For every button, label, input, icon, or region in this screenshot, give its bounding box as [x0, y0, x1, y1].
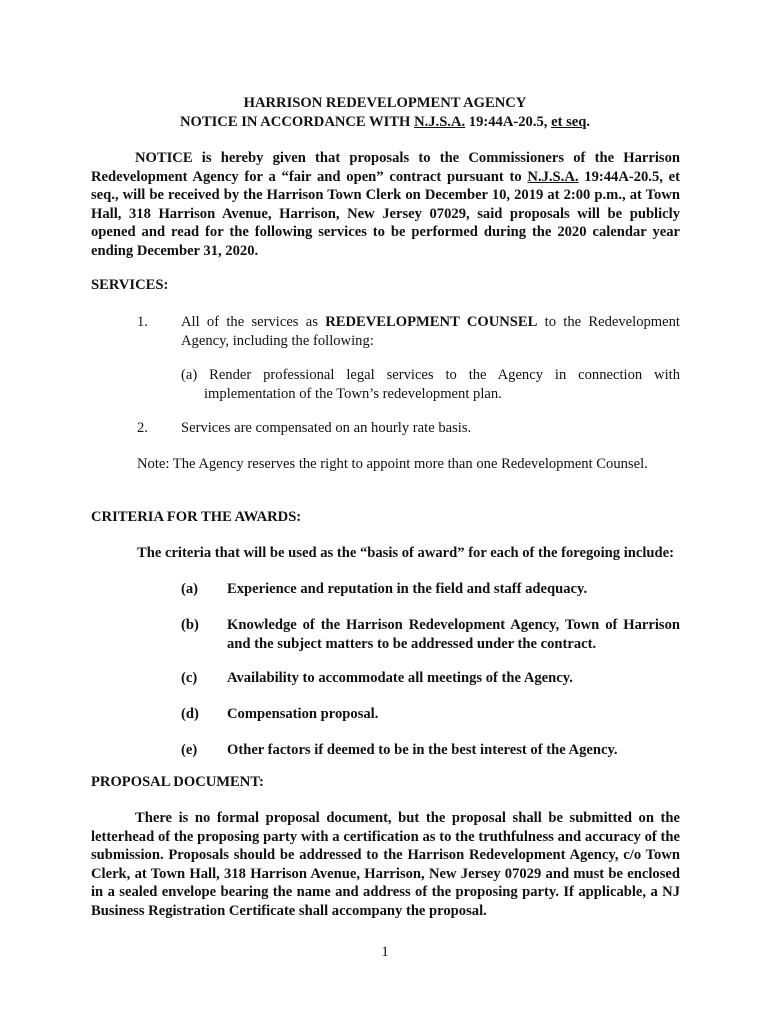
notice-statute: N.J.S.A.	[527, 168, 579, 185]
services-note: Note: The Agency reserves the right to appoint more than one Redevelopment Counsel.	[137, 456, 648, 472]
notice-title-section: 19:44A-20.5,	[465, 114, 552, 130]
notice-title	[0, 113, 770, 132]
proposal-heading: PROPOSAL DOCUMENT:	[91, 774, 264, 790]
notice-title-period: .	[586, 114, 591, 130]
criteria-text-c: Availability to accommodate all meetings of the Agency.	[227, 670, 573, 686]
criteria-intro: The criteria that will be used as the “basis of award” for each of the foregoing include:	[137, 545, 674, 561]
service-item-2-number: 2.	[137, 420, 148, 436]
notice-text-1: NOTICE is hereby given that proposals to the Commissioners of the Harrison Redevelopment Agency for a “fair and open” contract pursuant to	[91, 150, 680, 185]
agency-title: HARRISON REDEVELOPMENT AGENCY	[243, 95, 527, 111]
criteria-label-e: (e)	[181, 742, 198, 758]
service-item-1-text-a: All of the services as	[181, 314, 326, 330]
notice-title-statute: N.J.S.A.	[414, 114, 466, 130]
service-item-1-number: 1.	[137, 314, 148, 330]
criteria-label-a: (a)	[181, 581, 199, 597]
criteria-heading: CRITERIA FOR THE AWARDS:	[91, 509, 302, 525]
services-heading: SERVICES:	[91, 277, 169, 293]
service-item-2: Services are compensated on an hourly rate basis.	[181, 420, 472, 436]
service-item-1	[181, 313, 680, 350]
criteria-text-a: Experience and reputation in the field and staff adequacy.	[227, 581, 588, 597]
service-item-1-bold: REDEVELOPMENT COUNSEL	[325, 314, 538, 330]
criteria-label-c: (c)	[181, 670, 198, 686]
service-item-1-text-b: to the Redevelopment Agency, including the following:	[181, 314, 680, 349]
criteria-label-d: (d)	[181, 706, 199, 722]
criteria-text-e: Other factors if deemed to be in the best interest of the Agency.	[227, 742, 618, 758]
notice-text-2: 19:44A-20.5, et seq., will be received by the Harrison Town Clerk on December 10, 2019 at 2:00 p.m., at Town Hall, 318 Harrison Avenue, Harrison, New Jersey 07029, said proposals will be publicly opened and read for the following services to be performed during the 2020 calendar year ending December 31, 2020.	[91, 168, 680, 259]
service-sub-item-a: (a) Render professional legal services to the Agency in connection with implementation of the Town’s redevelopment plan.	[181, 367, 680, 402]
criteria-label-b: (b)	[181, 617, 199, 633]
notice-title-et-seq: et seq	[551, 114, 587, 130]
proposal-paragraph: There is no formal proposal document, but the proposal shall be submitted on the letterhead of the proposing party with a certification as to the truthfulness and accuracy of the submission. Proposals should be addressed to the Harrison Redevelopment Agency, c/o Town Clerk, at Town Hall, 318 Harrison Avenue, Harrison, New Jersey 07029 and must be enclosed in a sealed envelope bearing the name and address of the proposing party. If applicable, a NJ Business Registration Certificate shall accompany the proposal.	[91, 810, 680, 919]
page-number: 1	[381, 944, 389, 960]
notice-paragraph	[91, 149, 680, 260]
criteria-text-d: Compensation proposal.	[227, 706, 379, 722]
notice-title-prefix: NOTICE IN ACCORDANCE WITH	[179, 114, 415, 130]
criteria-text-b: Knowledge of the Harrison Redevelopment Agency, Town of Harrison and the subject matters to be addressed under the contract.	[227, 617, 680, 652]
